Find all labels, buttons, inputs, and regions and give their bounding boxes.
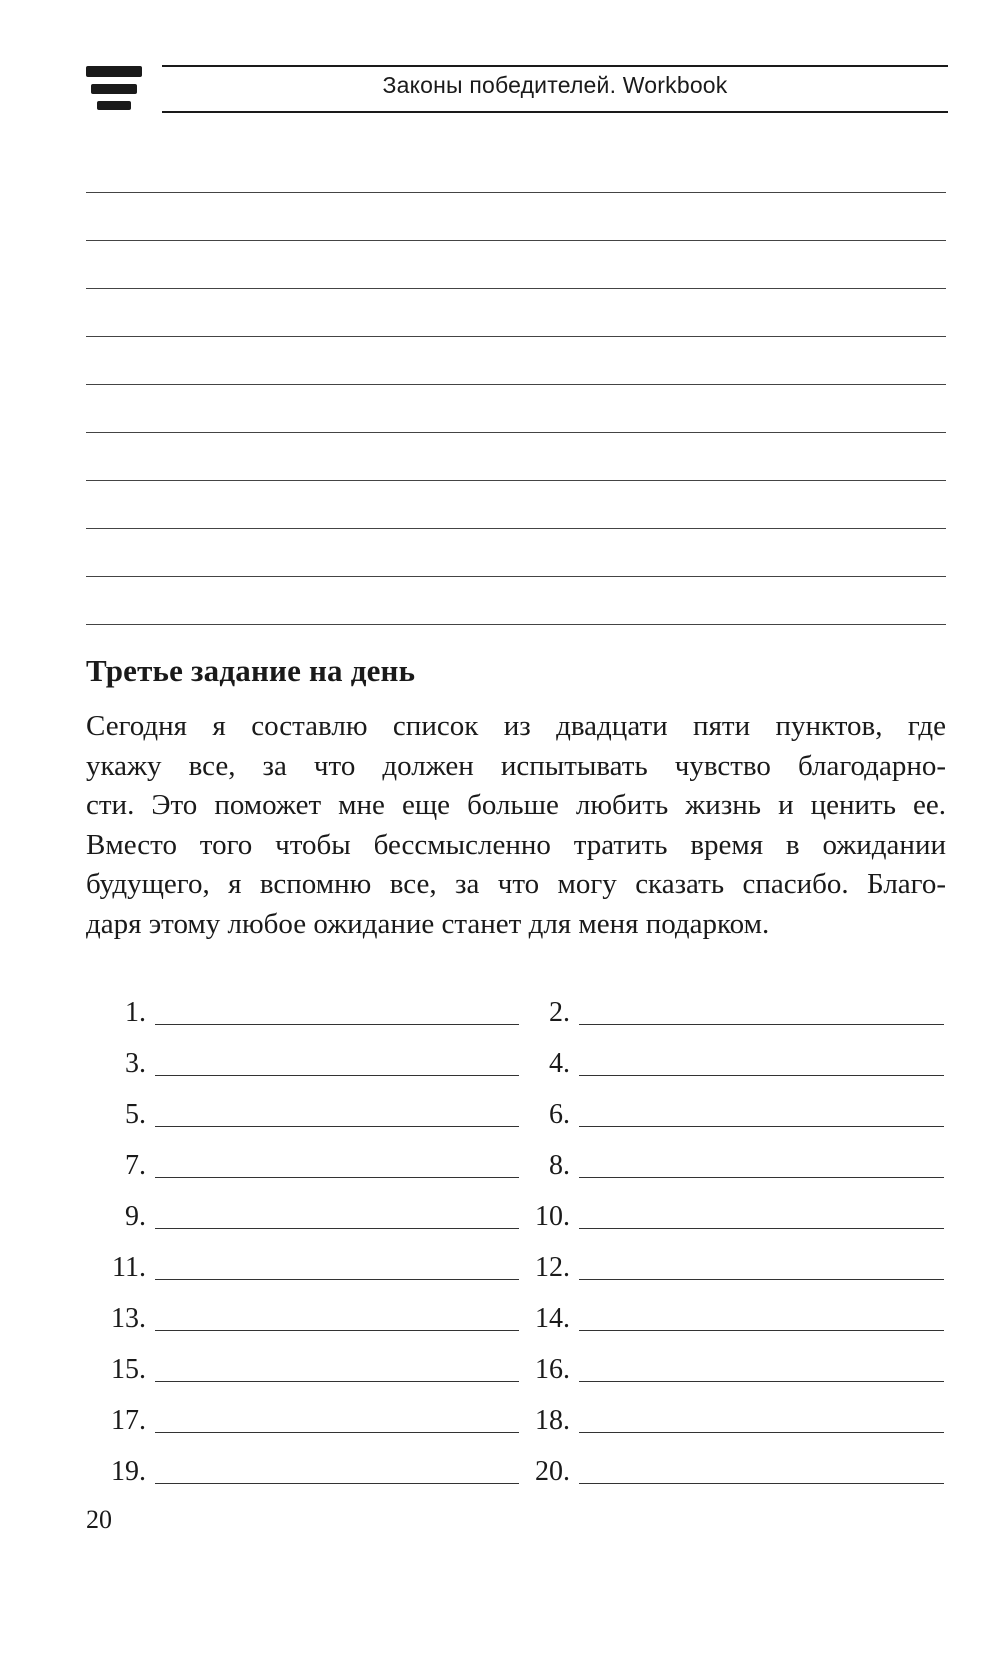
item-number: 5. [125,1099,146,1130]
answer-line[interactable] [579,1432,944,1433]
writing-line[interactable] [86,576,946,577]
writing-line[interactable] [86,384,946,385]
answer-line[interactable] [579,1228,944,1229]
item-number: 7. [125,1150,146,1181]
writing-line[interactable] [86,528,946,529]
page-number: 20 [86,1505,112,1534]
section-body [86,707,946,944]
item-number: 12. [535,1252,570,1283]
item-number: 1. [125,997,146,1028]
body-line: даря этому любое ожидание станет для меня подарком. [86,907,770,940]
answer-line[interactable] [155,1483,519,1484]
answer-line[interactable] [579,1483,944,1484]
writing-line[interactable] [86,192,946,193]
writing-line[interactable] [86,624,946,625]
body-line: Сегодня я составлю список из двадцати пяти пунктов, где [86,710,946,742]
item-number: 10. [535,1201,570,1232]
answer-line[interactable] [155,1432,519,1433]
header-rule-bottom [162,111,948,113]
answer-line[interactable] [155,1228,519,1229]
running-title: Законы победителей. Workbook [382,72,728,98]
answer-line[interactable] [579,1177,944,1178]
item-number: 11. [112,1252,146,1283]
answer-line[interactable] [155,1024,519,1025]
item-number: 4. [549,1048,570,1079]
answer-line[interactable] [155,1177,519,1178]
answer-line[interactable] [579,1381,944,1382]
section-title: Третье задание на день [86,653,416,688]
item-number: 2. [549,997,570,1028]
answer-line[interactable] [579,1330,944,1331]
item-number: 3. [125,1048,146,1079]
answer-line[interactable] [579,1075,944,1076]
item-number: 19. [111,1456,146,1487]
item-number: 15. [111,1354,146,1385]
answer-line[interactable] [155,1075,519,1076]
item-number: 18. [535,1405,570,1436]
item-number: 9. [125,1201,146,1232]
answer-line[interactable] [155,1330,519,1331]
writing-line[interactable] [86,288,946,289]
answer-line[interactable] [579,1024,944,1025]
item-number: 8. [549,1150,570,1181]
item-number: 13. [111,1303,146,1334]
writing-line[interactable] [86,432,946,433]
answer-line[interactable] [155,1381,519,1382]
writing-line[interactable] [86,240,946,241]
body-line: Вместо того чтобы бессмысленно тратить время в ожидании [86,828,946,861]
writing-line[interactable] [86,480,946,481]
item-number: 14. [535,1303,570,1334]
item-number: 17. [111,1405,146,1436]
writing-line[interactable] [86,336,946,337]
header-rule-top [162,65,948,67]
answer-line[interactable] [579,1126,944,1127]
body-line: сти. Это поможет мне еще больше любить жизнь и ценить ее. [86,789,946,821]
answer-line[interactable] [155,1126,519,1127]
item-number: 20. [535,1456,570,1487]
book-logo-icon [86,66,142,112]
answer-line[interactable] [155,1279,519,1280]
body-line: будущего, я вспомню все, за что могу сказать спасибо. Благо- [86,868,946,900]
item-number: 16. [535,1354,570,1385]
body-line: укажу все, за что должен испытывать чувство благодарно- [86,749,946,782]
answer-line[interactable] [579,1279,944,1280]
item-number: 6. [549,1099,570,1130]
